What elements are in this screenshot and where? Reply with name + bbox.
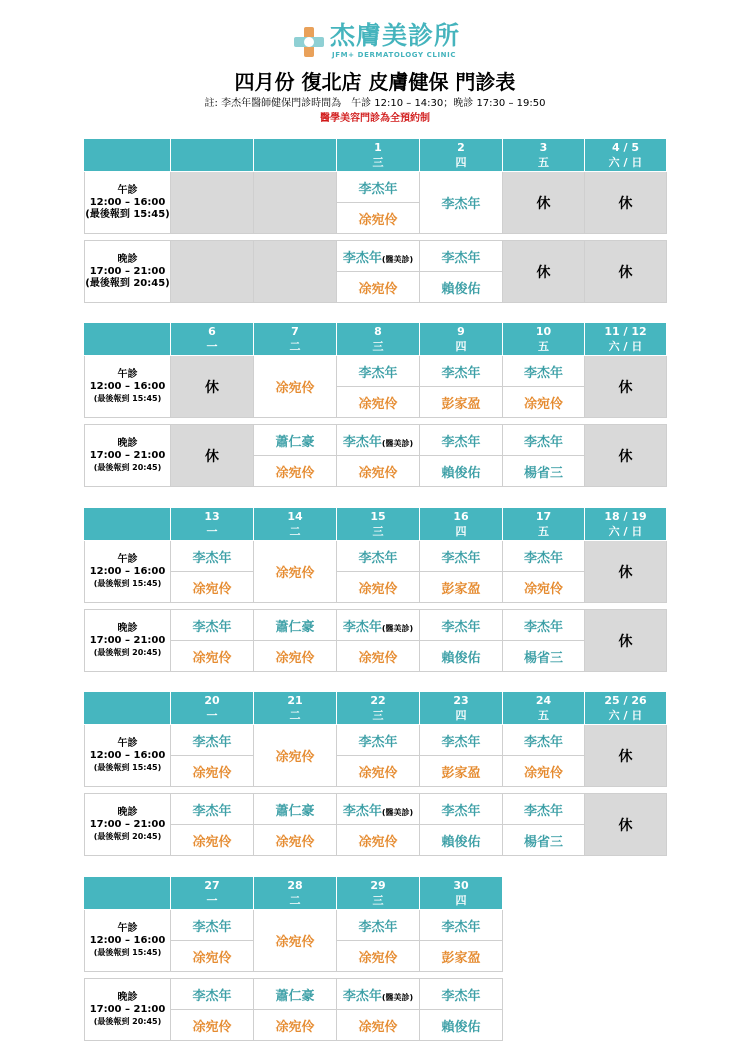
doctor-cell: 凃宛伶 xyxy=(254,825,337,856)
day-header: 15 三 xyxy=(337,508,420,541)
doctor-cell: 楊省三 xyxy=(503,456,585,487)
closed-cell: 休 xyxy=(585,172,667,234)
day-header: 1 三 xyxy=(337,139,420,172)
day-header: 28 二 xyxy=(254,877,337,910)
doctor-cell: 李杰年 xyxy=(503,794,585,825)
noon-session-label: 午診 12:00 – 16:00 (最後報到 15:45) xyxy=(85,910,171,972)
closed-cell: 休 xyxy=(585,425,667,487)
day-header: 3 五 xyxy=(503,139,585,172)
doctor-cell: 李杰年 xyxy=(171,794,254,825)
noon-session-label: 午診 12:00 – 16:00 (最後報到 15:45) xyxy=(85,725,171,787)
doctor-cell: 李杰年 xyxy=(420,794,503,825)
closed-cell: 休 xyxy=(585,610,667,672)
closed-cell: 休 xyxy=(503,241,585,303)
doctor-cell: 李杰年 xyxy=(503,425,585,456)
doctor-cell: 賴俊佑 xyxy=(420,641,503,672)
doctor-cell: 楊省三 xyxy=(503,825,585,856)
doctor-cell: 彭家盈 xyxy=(420,387,503,418)
doctor-cell: 李杰年 xyxy=(337,356,420,387)
evening-session-label: 晚診 17:00 – 21:00 (最後報到 20:45) xyxy=(85,979,171,1041)
doctor-cell: 賴俊佑 xyxy=(420,272,503,303)
doctor-cell: 凃宛伶 xyxy=(254,456,337,487)
doctor-cell: 李杰年 xyxy=(420,979,503,1010)
doctor-cell: 凃宛伶 xyxy=(337,203,420,234)
doctor-cell: 賴俊佑 xyxy=(420,456,503,487)
day-header: 21 二 xyxy=(254,692,337,725)
week-3-table xyxy=(84,507,667,672)
doctor-cell: 李杰年 xyxy=(420,910,503,941)
noon-session-label: 午診 12:00 – 16:00 (最後報到 15:45) xyxy=(85,356,171,418)
week-header xyxy=(85,877,503,910)
doctor-cell: 彭家盈 xyxy=(420,572,503,603)
doctor-cell: 凃宛伶 xyxy=(337,456,420,487)
doctor-cell: 李杰年 xyxy=(337,541,420,572)
day-header: 11 / 12 六 / 日 xyxy=(585,323,667,356)
doctor-cell: 凃宛伶 xyxy=(337,825,420,856)
doctor-cell: 凃宛伶 xyxy=(337,941,420,972)
doctor-cell: 蕭仁豪 xyxy=(254,610,337,641)
doctor-cell: 楊省三 xyxy=(503,641,585,672)
doctor-cell: 李杰年 xyxy=(420,425,503,456)
clinic-logo xyxy=(292,21,467,63)
day-header: 16 四 xyxy=(420,508,503,541)
noon-session-label: 午診 12:00 – 16:00 (最後報到 15:45) xyxy=(85,541,171,603)
day-header: 25 / 26 六 / 日 xyxy=(585,692,667,725)
closed-cell: 休 xyxy=(585,725,667,787)
doctor-cell: 李杰年(醫美診) xyxy=(337,425,420,456)
closed-cell xyxy=(254,172,337,234)
doctor-cell: 李杰年 xyxy=(503,610,585,641)
doctor-cell: 凃宛伶 xyxy=(254,356,337,418)
clinic-subtitle: JFM+ DERMATOLOGY CLINIC xyxy=(332,51,457,59)
doctor-cell: 李杰年 xyxy=(171,610,254,641)
doctor-cell: 凃宛伶 xyxy=(337,1010,420,1041)
doctor-cell: 凃宛伶 xyxy=(171,825,254,856)
closed-cell: 休 xyxy=(171,425,254,487)
doctor-cell: 凃宛伶 xyxy=(337,272,420,303)
doctor-cell: 李杰年 xyxy=(171,979,254,1010)
doctor-cell: 凃宛伶 xyxy=(171,1010,254,1041)
doctor-cell: 凃宛伶 xyxy=(254,1010,337,1041)
appointment-note: 醫學美容門診為全預約制 xyxy=(320,113,430,124)
doctor-cell: 凃宛伶 xyxy=(337,756,420,787)
doctor-cell: 凃宛伶 xyxy=(337,641,420,672)
doctor-cell: 凃宛伶 xyxy=(254,910,337,972)
doctor-cell: 李杰年 xyxy=(171,910,254,941)
doctor-cell: 凃宛伶 xyxy=(171,756,254,787)
day-header: 4 / 5 六 / 日 xyxy=(585,139,667,172)
week-header xyxy=(85,139,667,172)
evening-session-label: 晚診 17:00 – 21:00 (最後報到 20:45) xyxy=(85,794,171,856)
doctor-cell: 凃宛伶 xyxy=(171,572,254,603)
week-4-table xyxy=(84,691,667,856)
week-5-table xyxy=(84,876,503,1041)
week-header xyxy=(85,508,667,541)
doctor-cell: 凃宛伶 xyxy=(254,541,337,603)
closed-cell: 休 xyxy=(503,172,585,234)
doctor-cell: 李杰年 xyxy=(420,241,503,272)
doctor-cell: 蕭仁豪 xyxy=(254,979,337,1010)
doctor-cell: 李杰年 xyxy=(337,172,420,203)
doctor-cell: 凃宛伶 xyxy=(337,572,420,603)
closed-cell: 休 xyxy=(171,356,254,418)
closed-cell: 休 xyxy=(585,241,667,303)
week-1-table xyxy=(84,138,667,303)
doctor-cell: 李杰年 xyxy=(420,725,503,756)
doctor-cell: 李杰年 xyxy=(420,172,503,234)
evening-session-label: 晚診 17:00 – 21:00 (最後報到 20:45) xyxy=(85,610,171,672)
doctor-cell: 李杰年 xyxy=(503,725,585,756)
closed-cell: 休 xyxy=(585,794,667,856)
doctor-cell: 凃宛伶 xyxy=(254,641,337,672)
doctor-cell: 李杰年 xyxy=(420,356,503,387)
doctor-cell: 凃宛伶 xyxy=(503,387,585,418)
doctor-cell: 凃宛伶 xyxy=(171,641,254,672)
week-header xyxy=(85,323,667,356)
doctor-cell: 蕭仁豪 xyxy=(254,425,337,456)
clinic-name: 杰膚美診所 xyxy=(330,21,461,50)
week-2-table xyxy=(84,322,667,487)
doctor-cell: 凃宛伶 xyxy=(254,725,337,787)
evening-session-label: 晚診 17:00 – 21:00 (最後報到 20:45) xyxy=(85,425,171,487)
doctor-cell: 凃宛伶 xyxy=(503,572,585,603)
closed-cell: 休 xyxy=(585,541,667,603)
doctor-cell: 凃宛伶 xyxy=(337,387,420,418)
doctor-cell: 彭家盈 xyxy=(420,756,503,787)
day-header: 6 一 xyxy=(171,323,254,356)
doctor-cell: 李杰年 xyxy=(171,725,254,756)
doctor-cell: 李杰年 xyxy=(503,356,585,387)
doctor-cell: 凃宛伶 xyxy=(503,756,585,787)
day-header: 9 四 xyxy=(420,323,503,356)
doctor-cell: 李杰年 xyxy=(171,541,254,572)
doctor-cell: 凃宛伶 xyxy=(171,941,254,972)
day-header: 22 三 xyxy=(337,692,420,725)
doctor-cell: 賴俊佑 xyxy=(420,1010,503,1041)
day-header: 20 一 xyxy=(171,692,254,725)
doctor-cell: 李杰年 xyxy=(337,725,420,756)
doctor-cell: 彭家盈 xyxy=(420,941,503,972)
day-header: 14 二 xyxy=(254,508,337,541)
hours-note: 註: 李杰年醫師健保門診時間為 午診 12:10 – 14:30；晚診 17:30 – 19:50 xyxy=(204,98,546,109)
doctor-cell: 蕭仁豪 xyxy=(254,794,337,825)
day-header: 30 四 xyxy=(420,877,503,910)
doctor-cell: 李杰年 xyxy=(503,541,585,572)
day-header: 23 四 xyxy=(420,692,503,725)
day-header: 2 四 xyxy=(420,139,503,172)
closed-cell: 休 xyxy=(585,356,667,418)
doctor-cell: 李杰年(醫美診) xyxy=(337,241,420,272)
closed-cell xyxy=(254,241,337,303)
day-header: 18 / 19 六 / 日 xyxy=(585,508,667,541)
noon-session-label: 午診 12:00 – 16:00 (最後報到 15:45) xyxy=(85,172,171,234)
page-title: 四月份 復北店 皮膚健保 門診表 xyxy=(234,70,516,94)
day-header: 10 五 xyxy=(503,323,585,356)
week-header xyxy=(85,692,667,725)
closed-cell xyxy=(171,172,254,234)
day-header: 8 三 xyxy=(337,323,420,356)
doctor-cell: 李杰年 xyxy=(420,610,503,641)
clinic-logo-icon xyxy=(292,25,326,59)
day-header: 24 五 xyxy=(503,692,585,725)
day-header: 13 一 xyxy=(171,508,254,541)
doctor-cell: 李杰年 xyxy=(420,541,503,572)
day-header: 17 五 xyxy=(503,508,585,541)
doctor-cell: 李杰年(醫美診) xyxy=(337,610,420,641)
doctor-cell: 李杰年(醫美診) xyxy=(337,979,420,1010)
doctor-cell: 李杰年 xyxy=(337,910,420,941)
day-header: 27 一 xyxy=(171,877,254,910)
evening-session-label: 晚診 17:00 – 21:00 (最後報到 20:45) xyxy=(85,241,171,303)
day-header: 7 二 xyxy=(254,323,337,356)
closed-cell xyxy=(171,241,254,303)
day-header: 29 三 xyxy=(337,877,420,910)
doctor-cell: 李杰年(醫美診) xyxy=(337,794,420,825)
doctor-cell: 賴俊佑 xyxy=(420,825,503,856)
